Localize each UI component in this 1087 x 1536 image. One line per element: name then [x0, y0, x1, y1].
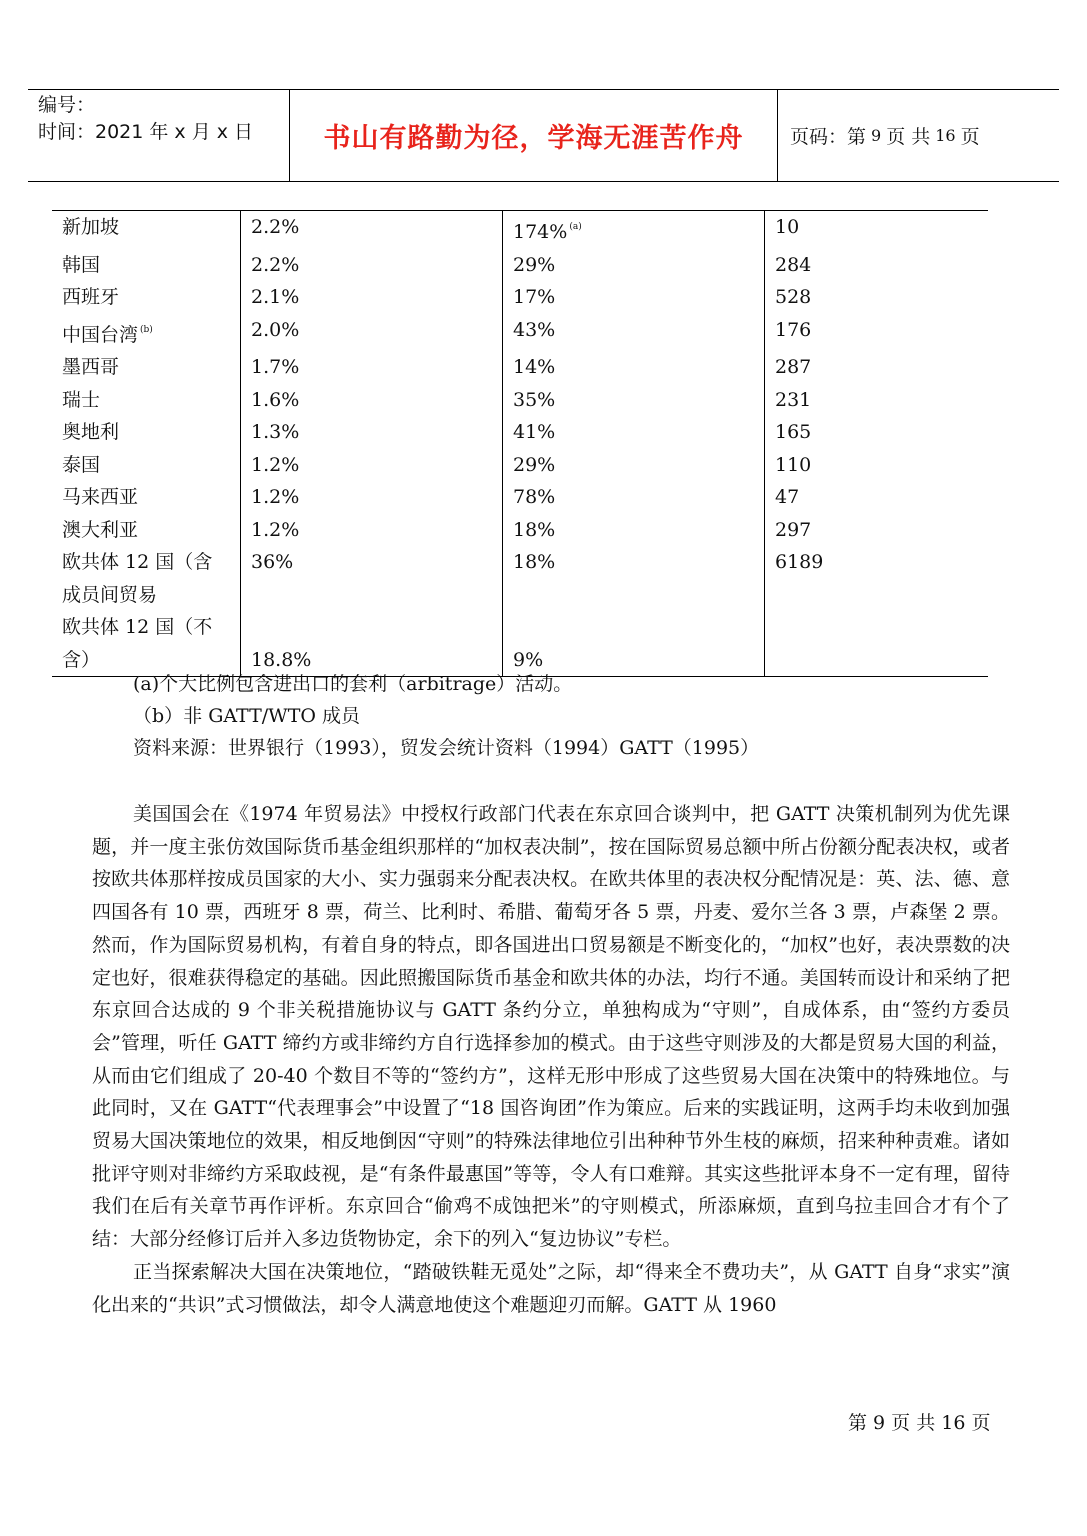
- ratio-cell: 9%: [513, 648, 544, 671]
- page-footer: 第 9 页 共 16 页: [848, 1412, 991, 1434]
- share-cell: 2.1%: [241, 281, 503, 314]
- share-cell: 1.6%: [241, 384, 503, 417]
- ratio-cell: 41%: [503, 416, 765, 449]
- value-cell: 165: [765, 416, 989, 449]
- country-name: 奥地利: [52, 416, 241, 449]
- table-row: [52, 351, 988, 384]
- share-cell: 1.3%: [241, 416, 503, 449]
- footnote-marker: (b): [140, 324, 153, 335]
- note-a: (a)个大比例包含进出口的套利（arbitrage）活动。: [133, 673, 573, 695]
- table-row: [52, 249, 988, 282]
- document-time: 时间：2021 年 x 月 x 日: [38, 121, 254, 143]
- share-cell: 1.2%: [241, 449, 503, 482]
- page-current: 9: [871, 126, 882, 145]
- ratio-cell: 43%: [503, 314, 765, 352]
- ratio-cell: 35%: [503, 384, 765, 417]
- document-number-label: 编号：: [38, 94, 96, 116]
- value-cell: 231: [765, 384, 989, 417]
- share-cell: 2.2%: [241, 211, 503, 249]
- header-page-number: [778, 90, 1059, 181]
- share-cell: 2.0%: [241, 314, 503, 352]
- ratio-cell: 29%: [503, 449, 765, 482]
- value-cell: 528: [765, 281, 989, 314]
- trade-table-body: [52, 211, 988, 677]
- value-cell: 176: [765, 314, 989, 352]
- country-name: 中国台湾: [62, 323, 139, 346]
- table-row: [52, 481, 988, 514]
- ratio-cell: 17%: [503, 281, 765, 314]
- value-cell: 47: [765, 481, 989, 514]
- trade-table: [52, 210, 988, 677]
- source-note: 资料来源：世界银行（1993），贸发会统计资料（1994）GATT（1995）: [133, 737, 760, 759]
- country-name: 泰国: [52, 449, 241, 482]
- page-prefix: 页码：第: [790, 126, 867, 148]
- eu-incl-name-line2: 成员间贸易: [62, 583, 158, 606]
- value-cell: 297: [765, 514, 989, 547]
- table-row-eu-incl: [52, 546, 988, 611]
- ratio-cell: 18%: [503, 546, 765, 611]
- table-row: [52, 384, 988, 417]
- table-notes: [133, 668, 759, 764]
- country-name: 西班牙: [52, 281, 241, 314]
- page-suffix: 页: [960, 126, 980, 148]
- table-row: [52, 211, 988, 249]
- ratio-cell: 14%: [503, 351, 765, 384]
- ratio-cell: 18%: [503, 514, 765, 547]
- share-cell: 2.2%: [241, 249, 503, 282]
- page-mid: 页 共: [886, 126, 931, 148]
- body-text: [92, 798, 1010, 1321]
- ratio-cell: 29%: [503, 249, 765, 282]
- ratio-cell: 174%: [513, 221, 568, 243]
- page-header: [28, 89, 1059, 182]
- country-name: 墨西哥: [52, 351, 241, 384]
- value-cell: 110: [765, 449, 989, 482]
- value-cell: 287: [765, 351, 989, 384]
- share-cell: 1.2%: [241, 481, 503, 514]
- country-name: 马来西亚: [52, 481, 241, 514]
- value-cell: 284: [765, 249, 989, 282]
- table-row-eu-excl: [52, 611, 988, 677]
- ratio-cell: 78%: [503, 481, 765, 514]
- country-name: 澳大利亚: [52, 514, 241, 547]
- share-cell: 36%: [241, 546, 503, 611]
- table-row: [52, 314, 988, 352]
- share-cell: 18.8%: [251, 648, 312, 671]
- share-cell: 1.2%: [241, 514, 503, 547]
- country-name: 瑞士: [52, 384, 241, 417]
- share-cell: 1.7%: [241, 351, 503, 384]
- table-row: [52, 514, 988, 547]
- paragraph: 正当探索解决大国在决策地位，“踏破铁鞋无觅处”之际，却“得来全不费功夫”，从 GATT 自身“求实”演化出来的“共识”式习惯做法，却令人满意地使这个难题迎刃而解。GATT 从 1960: [92, 1260, 1010, 1316]
- value-cell: 6189: [765, 546, 989, 611]
- note-b: （b）非 GATT/WTO 成员: [133, 705, 360, 727]
- footnote-marker: (a): [569, 222, 582, 232]
- eu-excl-name-line1: 欧共体 12 国（不: [62, 616, 213, 638]
- value-cell: [765, 611, 989, 677]
- eu-excl-name-line2: 含）: [62, 648, 101, 671]
- page-total: 16: [935, 126, 956, 145]
- table-row: [52, 281, 988, 314]
- table-row: [52, 416, 988, 449]
- table-row: [52, 449, 988, 482]
- header-meta: [28, 90, 290, 181]
- paragraph: 美国国会在《1974 年贸易法》中授权行政部门代表在东京回合谈判中，把 GATT 决策机制列为优先课题，并一度主张仿效国际货币基金组织那样的“加权表决制”，按在国际贸易总额中所占份额分配表决权，或者按欧共体那样按成员国家的大小、实力强弱来分配表决权。在欧共体里的表决权分配情况是：英、法、德、意四国各有 10 票，西班牙 8 票，荷兰、比利时、希腊、葡萄牙各 5 票，丹麦、爱尔兰各 3 票，卢森堡 2 票。然而，作为国际贸易机构，有着自身的特点，即各国进出口贸易额是不断变化的，“加权”也好，表决票数的决定也好，很难获得稳定的基础。因此照搬国际货币基金和欧共体的办法，均行不通。美国转而设计和采纳了把东京回合达成的 9 个非关税措施协议与 GATT 条约分立，单独构成为“守则”，自成体系，由“签约方委员会”管理，听任 GATT 缔约方或非缔约方自行选择参加的模式。由于这些守则涉及的大都是贸易大国的利益，从而由它们组成了 20-40 个数目不等的“签约方”，这样无形中形成了这些贸易大国在决策中的特殊地位。与此同时，又在 GATT“代表理事会”中设置了“18 国咨询团”作为策应。后来的实践证明，这两手均未收到加强贸易大国决策地位的效果，相反地倒因“守则”的特殊法律地位引出种种节外生枝的麻烦，招来种种责难。诸如批评守则对非缔约方采取歧视，是“有条件最惠国”等等，令人有口难辩。其实这些批评本身不一定有理，留待我们在后有关章节再作评析。东京回合“偷鸡不成蚀把米”的守则模式，所添麻烦，直到乌拉圭回合才有个了结：大部分经修订后并入多边货物协定，余下的列入“复边协议”专栏。: [92, 803, 1010, 1251]
- eu-incl-name-line1: 欧共体 12 国（含: [62, 551, 213, 573]
- country-name: 韩国: [52, 249, 241, 282]
- header-motto: 书山有路勤为径，学海无涯苦作舟: [290, 90, 778, 181]
- country-name: 新加坡: [62, 216, 120, 238]
- value-cell: 10: [765, 211, 989, 249]
